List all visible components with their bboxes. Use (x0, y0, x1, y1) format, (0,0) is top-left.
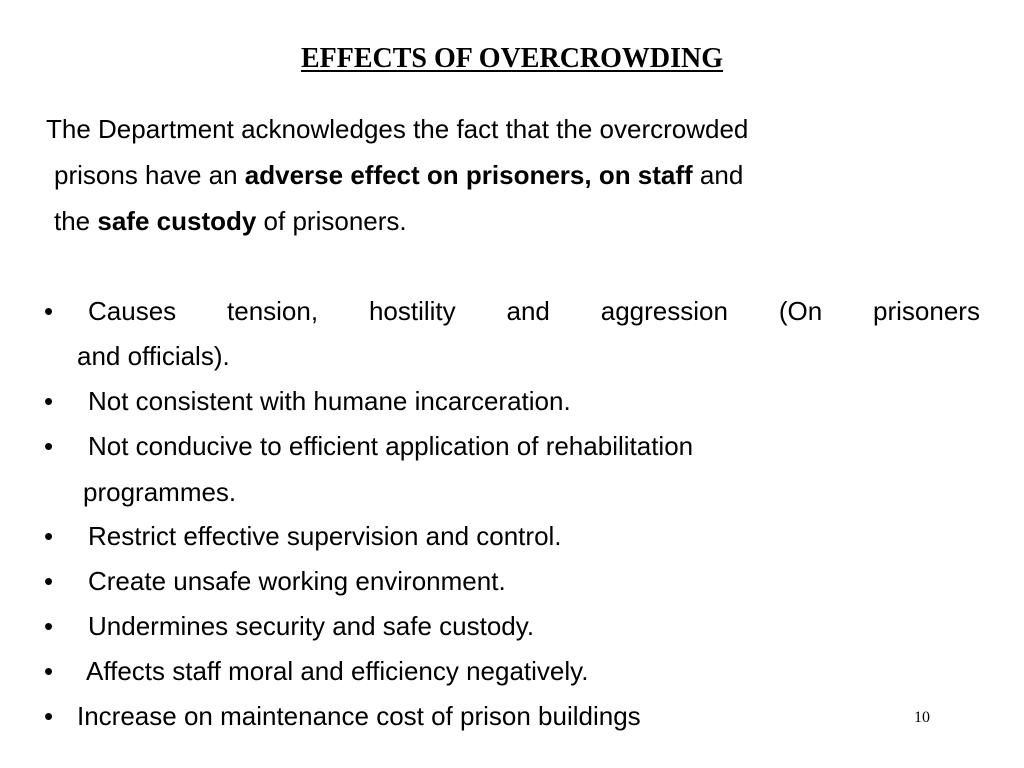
intro-line-3-text-b: of prisoners. (256, 206, 407, 236)
bullet-item-maintenance: Increase on maintenance cost of prison buildings (77, 701, 641, 731)
bullet-marker: • (44, 701, 54, 731)
page-number: 10 (914, 709, 930, 726)
bullet-marker: • (44, 521, 54, 551)
bullet-item-humane: Not consistent with humane incarceration. (88, 386, 571, 416)
bullet-marker: • (44, 431, 54, 461)
intro-line-3-text-a: the (54, 206, 98, 236)
bullet-marker: • (44, 611, 54, 641)
intro-line-3 (54, 205, 407, 237)
bullet-item-rehabilitation: Not conducive to efficient application of rehabilitation (88, 431, 694, 461)
intro-line-2-text-b: and (692, 160, 744, 190)
intro-line-1: The Department acknowledges the fact that the overcrowded (46, 114, 749, 144)
bullet-item-tension-cont: and officials). (77, 341, 230, 371)
bullet-item-tension (88, 295, 980, 327)
bullet-word: (On (778, 296, 823, 326)
bullet-marker: • (44, 386, 54, 416)
intro-line-3-emphasis: safe custody (97, 206, 257, 236)
bullet-word: aggression (600, 296, 728, 326)
bullet-item-rehabilitation-cont: programmes. (83, 477, 237, 507)
bullet-word: Causes (88, 296, 177, 326)
slide-title: EFFECTS OF OVERCROWDING (300, 43, 724, 74)
bullet-item-unsafe: Create unsafe working environment. (88, 566, 506, 596)
bullet-word: tension, (227, 296, 319, 326)
bullet-marker: • (44, 566, 54, 596)
bullet-word: and (506, 296, 550, 326)
intro-line-2 (54, 159, 743, 191)
bullet-item-morale: Affects staff moral and efficiency negatively. (86, 656, 589, 686)
bullet-marker: • (44, 296, 54, 326)
bullet-word: prisoners (873, 296, 980, 326)
intro-line-2-emphasis: adverse effect on prisoners, on staff (244, 160, 693, 190)
intro-line-2-text-a: prisons have an (54, 160, 245, 190)
bullet-item-security: Undermines security and safe custody. (88, 611, 535, 641)
bullet-marker: • (44, 656, 54, 686)
bullet-item-supervision: Restrict effective supervision and control. (88, 521, 562, 551)
bullet-word: hostility (368, 296, 456, 326)
